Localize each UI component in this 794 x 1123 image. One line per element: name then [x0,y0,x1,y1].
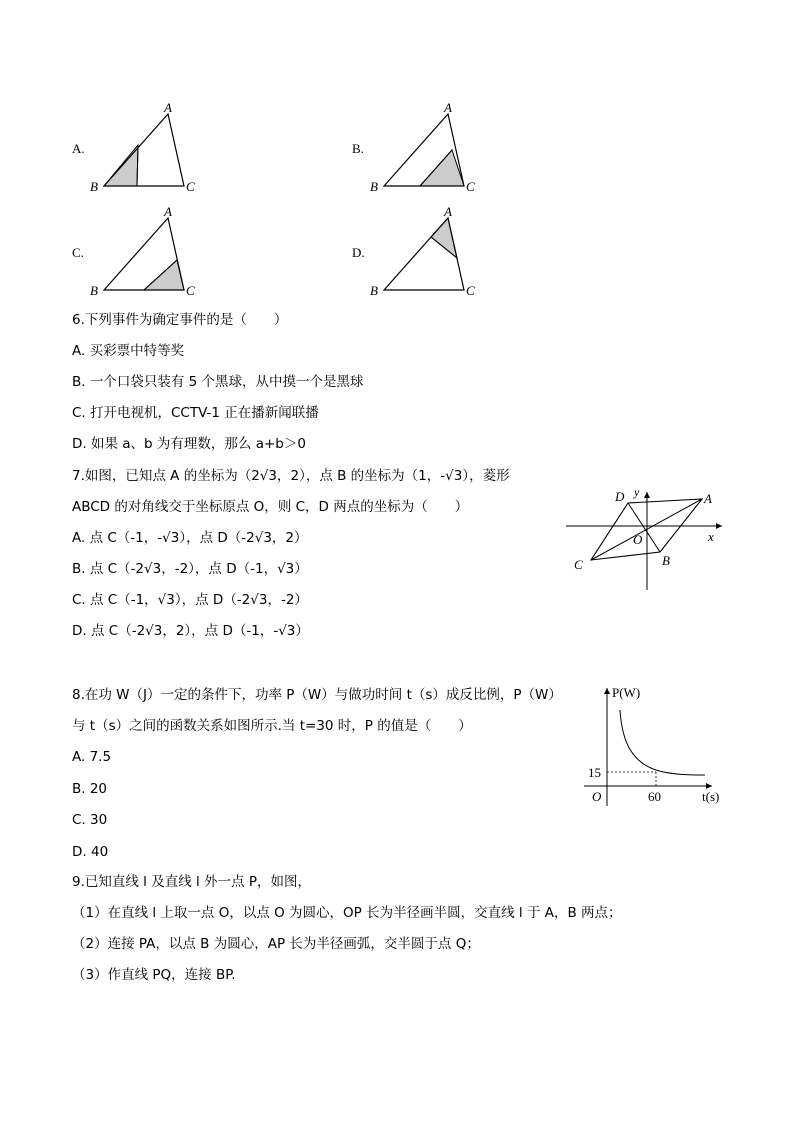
vertex-c: C [186,179,195,194]
q7-option-c: C. 点 C（-1，√3），点 D（-2√3，-2） [72,592,308,608]
p-axis-label: P(W) [612,685,641,700]
y-axis-label: y [634,488,640,499]
q5-option-a-triangle [80,98,210,198]
q7-stem-line1: 7.如图，已知点 A 的坐标为（2√3，2），点 B 的坐标为（1，-√3），菱形 [72,468,510,484]
q5-option-c-triangle [80,202,210,302]
q5-option-a-label: A. [72,141,85,156]
q6-option-c: C. 打开电视机，CCTV-1 正在播新闻联播 [72,405,319,421]
q5-option-d-triangle [360,202,490,302]
origin-o: O [633,532,643,547]
q8-option-a: A. 7.5 [72,749,112,765]
q8-stem-line1: 8.在功 W（J）一定的条件下，功率 P（W）与做功时间 t（s）成反比例，P（W） [72,687,562,703]
q8-inverse-graph [580,682,730,810]
q7-option-d: D. 点 C（-2√3，2），点 D（-1，-√3） [72,623,309,639]
q7-stem-line2: ABCD 的对角线交于坐标原点 O，则 C，D 两点的坐标为（ ） [72,499,469,515]
q8-option-d: D. 40 [72,844,109,860]
q6-stem: 6.下列事件为确定事件的是（ ） [72,312,288,328]
vertex-a: A [444,100,452,115]
t-axis-label: t(s) [702,789,720,804]
vertex-b: B [90,179,98,194]
q6-option-d: D. 如果 a、b 为有理数，那么 a+b＞0 [72,436,306,452]
vertex-c: C [466,179,475,194]
vertex-b: B [370,179,378,194]
x-tick-60: 60 [648,789,661,804]
point-c: C [574,557,583,572]
vertex-a: A [444,204,452,219]
shaded-region [431,218,457,258]
vertex-c: C [466,283,475,298]
q9-step-2: （2）连接 PA，以点 B 为圆心，AP 长为半径画弧，交半圆于点 Q； [72,936,480,952]
y-tick-15: 15 [588,765,601,780]
vertex-c: C [186,283,195,298]
vertex-b: B [90,283,98,298]
vertex-a: A [164,204,172,219]
point-d: D [615,489,625,504]
point-b: B [662,553,670,568]
q9-step-1: （1）在直线 l 上取一点 O，以点 O 为圆心，OP 长为半径画半圆，交直线 l 于 A，B 两点； [72,905,622,921]
q8-option-b: B. 20 [72,781,108,797]
q5-option-b-triangle [360,98,490,198]
vertex-b: B [370,283,378,298]
vertex-a: A [164,100,172,115]
q7-option-b: B. 点 C（-2√3，-2），点 D（-1，√3） [72,561,308,577]
q5-option-b-label: B. [352,141,364,156]
q7-rhombus-figure [562,488,732,596]
q5-option-c-label: C. [72,245,84,260]
x-axis-label: x [708,529,714,544]
inverse-curve [620,710,705,775]
q8-stem-line2: 与 t（s）之间的函数关系如图所示.当 t=30 时，P 的值是（ ） [72,718,472,734]
q5-option-d-label: D. [352,245,365,260]
q7-option-a: A. 点 C（-1，-√3），点 D（-2√3，2） [72,530,308,546]
origin-label: O [592,789,602,804]
q6-option-b: B. 一个口袋只装有 5 个黑球，从中摸一个是黑球 [72,374,364,390]
q9-step-3: （3）作直线 PQ，连接 BP. [72,967,236,983]
q9-stem: 9.已知直线 l 及直线 l 外一点 P，如图， [72,874,311,890]
q8-option-c: C. 30 [72,812,108,828]
q6-option-a: A. 买彩票中特等奖 [72,343,185,359]
point-a: A [704,491,712,506]
